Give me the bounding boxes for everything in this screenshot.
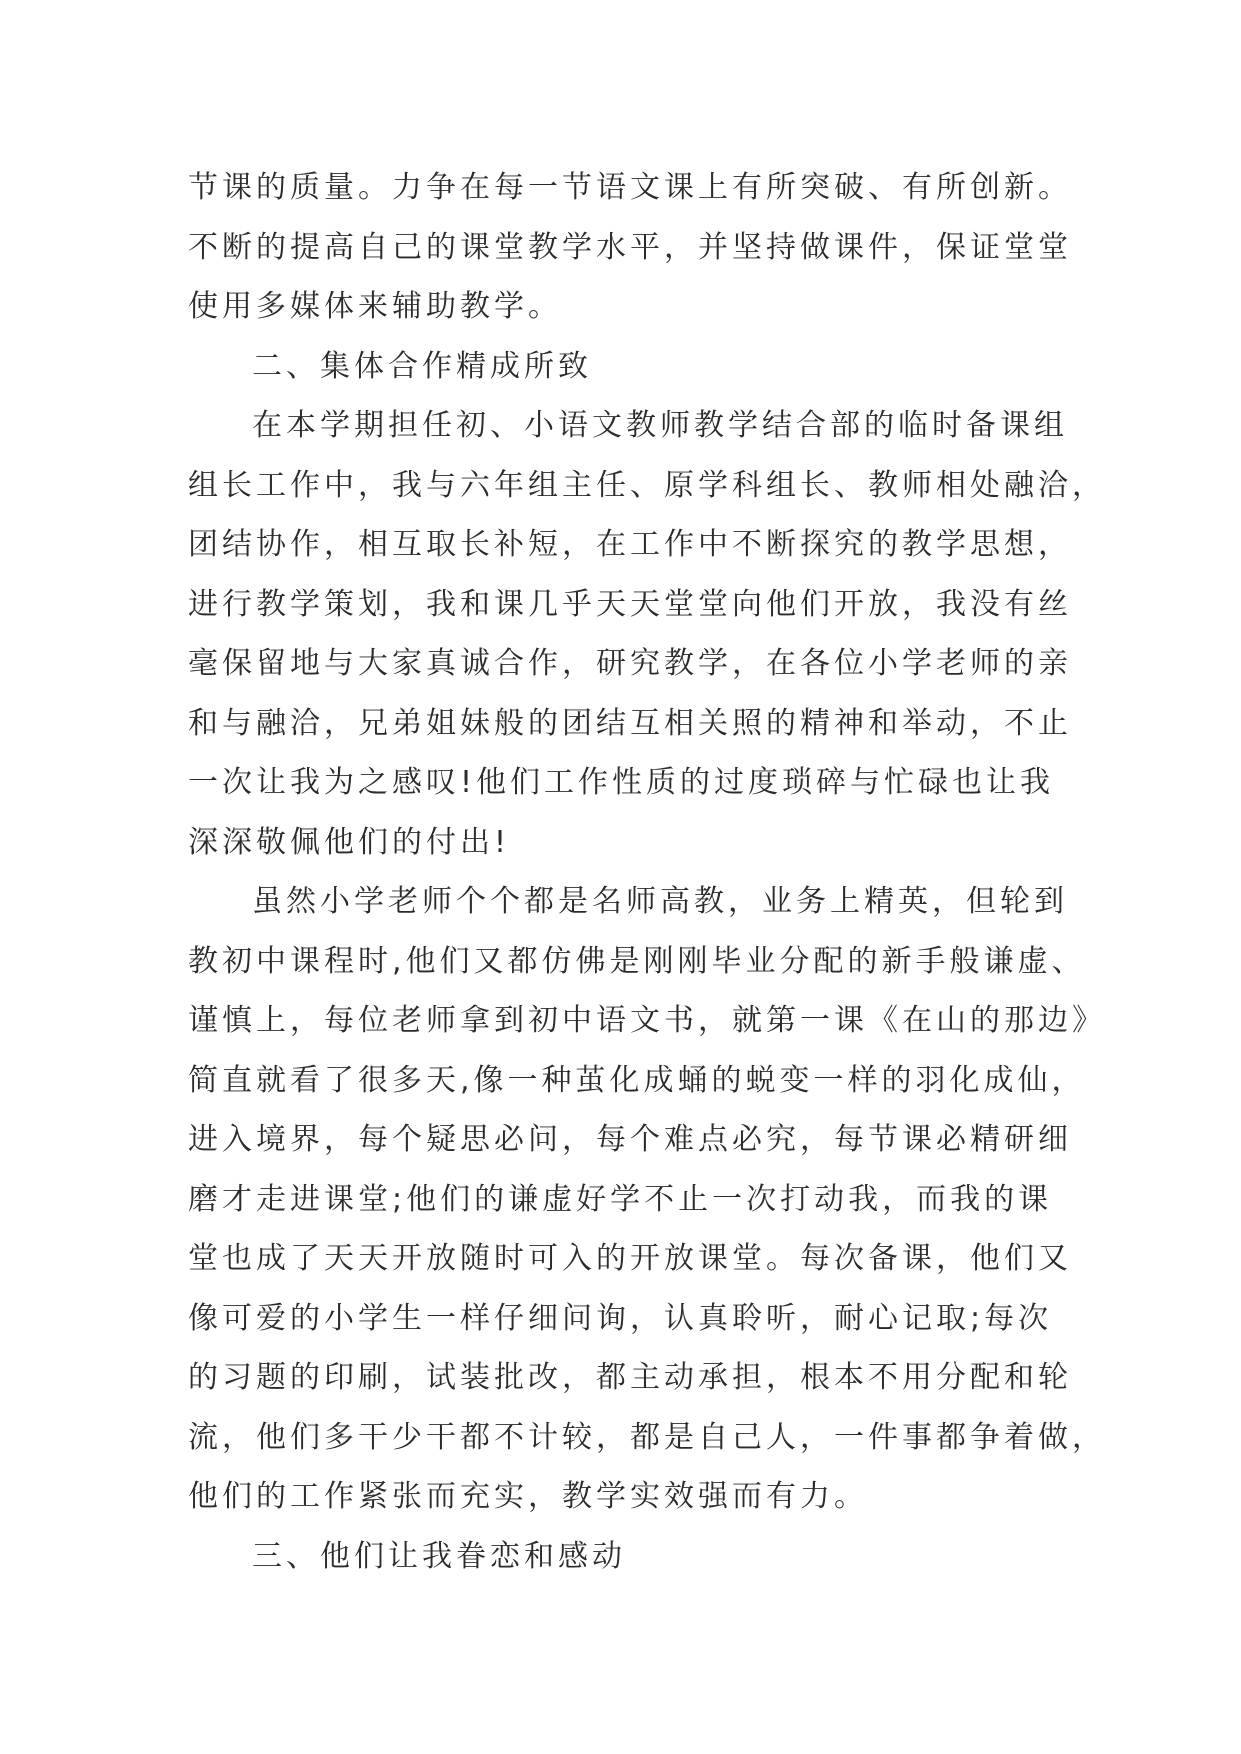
text-line: 节课的质量。力争在每一节语文课上有所突破、有所创新。 xyxy=(188,170,1072,205)
text-line: 进入境界，每个疑思必问，每个难点必究，每节课必精研细 xyxy=(188,1122,1072,1157)
text-line: 谨慎上，每位老师拿到初中语文书，就第一课《在山的那边》 xyxy=(188,1003,1106,1038)
text-line: 他们的工作紧张而充实，教学实效强而有力。 xyxy=(188,1479,868,1514)
text-line: 一次让我为之感叹!他们工作性质的过度琐碎与忙碌也让我 xyxy=(188,765,1055,800)
text-line: 深深敬佩他们的付出! xyxy=(188,824,511,860)
text-line: 毫保留地与大家真诚合作，研究教学，在各位小学老师的亲 xyxy=(188,646,1072,681)
text-line: 的习题的印刷，试装批改，都主动承担，根本不用分配和轮 xyxy=(188,1360,1072,1395)
text-line: 不断的提高自己的课堂教学水平，并坚持做课件，保证堂堂 xyxy=(188,229,1072,265)
text-line: 教初中课程时,他们又都仿佛是刚刚毕业分配的新手般谦虚、 xyxy=(188,943,1086,979)
text-line: 堂也成了天天开放随时可入的开放课堂。每次备课，他们又 xyxy=(188,1241,1072,1276)
text-line: 流，他们多干少干都不计较，都是自己人，一件事都争着做， xyxy=(188,1419,1106,1455)
text-line: 简直就看了很多天,像一种茧化成蛹的蜕变一样的羽化成仙， xyxy=(188,1062,1086,1098)
text-line: 磨才走进课堂;他们的谦虚好学不止一次打动我，而我的课 xyxy=(188,1181,1053,1217)
text-line: 组长工作中，我与六年组主任、原学科组长、教师相处融洽， xyxy=(188,467,1106,503)
text-line: 和与融洽，兄弟姐妹般的团结互相关照的精神和举动，不止 xyxy=(188,705,1072,741)
text-line: 进行教学策划，我和课几乎天天堂堂向他们开放，我没有丝 xyxy=(188,586,1072,622)
text-line: 在本学期担任初、小语文教师教学结合部的临时备课组 xyxy=(252,408,1068,443)
section-heading: 二、集体合作精成所致 xyxy=(252,348,592,384)
text-line: 团结协作，相互取长补短，在工作中不断探究的教学思想， xyxy=(188,527,1072,562)
text-line: 像可爱的小学生一样仔细问询，认真聆听，耐心记取;每次 xyxy=(188,1300,1053,1336)
section-heading: 三、他们让我眷恋和感动 xyxy=(252,1538,626,1574)
text-line: 使用多媒体来辅助教学。 xyxy=(188,289,562,324)
text-line: 虽然小学老师个个都是名师高教，业务上精英，但轮到 xyxy=(252,884,1068,919)
document-body xyxy=(188,158,1106,1586)
